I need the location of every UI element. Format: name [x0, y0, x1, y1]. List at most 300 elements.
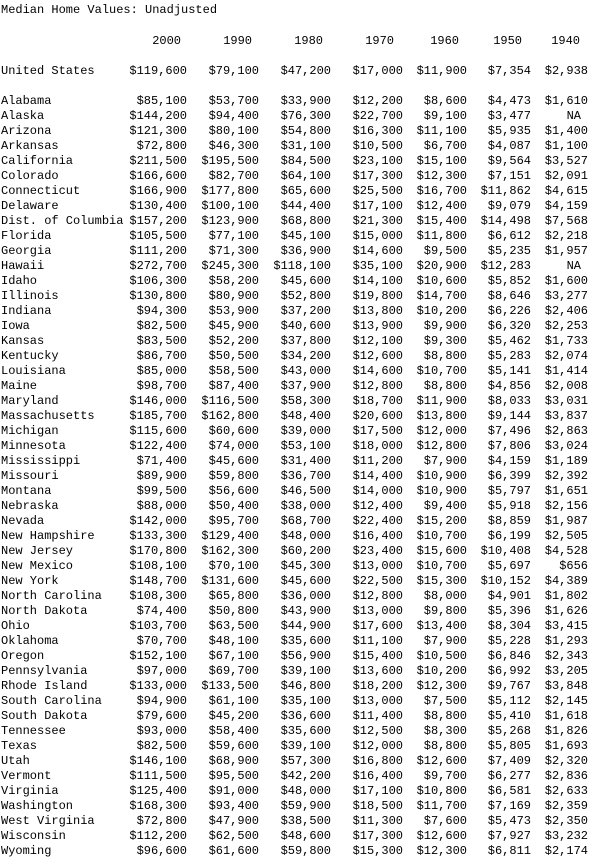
value-cell: $8,033	[487, 394, 531, 408]
table-row	[0, 214, 599, 229]
value-cell: $1,100	[544, 139, 588, 153]
value-cell: $152,100	[129, 649, 187, 663]
value-cell: $48,400	[280, 409, 331, 423]
year-header: 1990	[223, 34, 252, 48]
value-cell: $162,300	[201, 544, 259, 558]
value-cell: $1,293	[544, 634, 588, 648]
value-cell: $7,600	[423, 814, 467, 828]
table-row	[0, 469, 599, 484]
value-cell: $36,600	[280, 709, 331, 723]
value-cell: $11,900	[416, 394, 467, 408]
state-name: Rhode Island	[1, 679, 88, 693]
value-cell: $1,189	[544, 454, 588, 468]
value-cell: $35,600	[280, 634, 331, 648]
value-cell: $83,500	[136, 334, 187, 348]
value-cell: $76,300	[280, 109, 331, 123]
value-cell: $106,300	[129, 274, 187, 288]
value-cell: $13,400	[416, 619, 467, 633]
value-cell: $245,300	[201, 259, 259, 273]
value-cell: $65,800	[208, 589, 259, 603]
value-cell: $94,900	[136, 694, 187, 708]
value-cell: $11,400	[352, 709, 403, 723]
value-cell: $9,300	[423, 334, 467, 348]
value-cell: $60,200	[280, 544, 331, 558]
value-cell: $39,100	[280, 664, 331, 678]
table-row	[0, 379, 599, 394]
value-cell: $12,300	[416, 844, 467, 858]
value-cell: $72,800	[136, 814, 187, 828]
value-cell: $98,700	[136, 379, 187, 393]
value-cell: $82,700	[208, 169, 259, 183]
value-cell: $58,400	[208, 724, 259, 738]
value-cell: $46,800	[280, 679, 331, 693]
value-cell: $131,600	[201, 574, 259, 588]
value-cell: $50,800	[208, 604, 259, 618]
year-header: 2000	[152, 34, 181, 48]
value-cell: $31,100	[280, 139, 331, 153]
value-cell: $65,600	[280, 184, 331, 198]
value-cell: $33,900	[280, 94, 331, 108]
state-name: Oklahoma	[1, 634, 59, 648]
value-cell: $56,900	[280, 649, 331, 663]
year-header: 1980	[294, 34, 323, 48]
value-cell: $7,900	[423, 634, 467, 648]
value-cell: $14,498	[480, 214, 531, 228]
value-cell: $144,200	[129, 109, 187, 123]
value-cell: $4,389	[544, 574, 588, 588]
value-cell: $15,300	[352, 844, 403, 858]
value-cell: $5,935	[487, 124, 531, 138]
value-cell: $7,169	[487, 799, 531, 813]
value-cell: $37,900	[280, 379, 331, 393]
table-row	[0, 694, 599, 709]
value-cell: $4,901	[487, 589, 531, 603]
value-cell: $91,000	[208, 784, 259, 798]
value-cell: $48,100	[208, 634, 259, 648]
value-cell: $15,200	[416, 514, 467, 528]
value-cell: $10,700	[416, 529, 467, 543]
state-name: Wisconsin	[1, 829, 66, 843]
document-title: Median Home Values: Unadjusted	[1, 3, 218, 17]
value-cell: $59,800	[280, 844, 331, 858]
state-name: Pennsylvania	[1, 664, 88, 678]
value-cell: $59,600	[208, 739, 259, 753]
value-cell: $6,581	[487, 784, 531, 798]
table-row	[0, 604, 599, 619]
value-cell: $6,811	[487, 844, 531, 858]
value-cell: $9,900	[423, 319, 467, 333]
table-row	[0, 229, 599, 244]
table-row	[0, 574, 599, 589]
state-name: Tennessee	[1, 724, 66, 738]
value-cell: $185,700	[129, 409, 187, 423]
value-cell: $8,800	[423, 379, 467, 393]
state-name: Nebraska	[1, 499, 59, 513]
value-cell: $77,100	[208, 229, 259, 243]
value-cell: $16,800	[352, 754, 403, 768]
value-cell: $12,000	[352, 739, 403, 753]
value-cell: $11,900	[416, 64, 467, 78]
value-cell: $11,100	[352, 634, 403, 648]
state-name: Nevada	[1, 514, 45, 528]
value-cell: $16,300	[352, 124, 403, 138]
state-name: Arizona	[1, 124, 52, 138]
value-cell: $3,527	[544, 154, 588, 168]
value-cell: $35,100	[352, 259, 403, 273]
value-cell: $11,200	[352, 454, 403, 468]
value-cell: $112,200	[129, 829, 187, 843]
table-row	[0, 784, 599, 799]
value-cell: $1,626	[544, 604, 588, 618]
value-cell: $10,500	[352, 139, 403, 153]
table-row	[0, 484, 599, 499]
value-cell: $18,500	[352, 799, 403, 813]
value-cell: $166,900	[129, 184, 187, 198]
value-cell: $85,100	[136, 94, 187, 108]
value-cell: $97,000	[136, 664, 187, 678]
value-cell: $48,600	[280, 829, 331, 843]
state-name: Montana	[1, 484, 52, 498]
value-cell: $2,145	[544, 694, 588, 708]
state-name: Oregon	[1, 649, 45, 663]
value-cell: $5,283	[487, 349, 531, 363]
value-cell: $14,600	[352, 364, 403, 378]
value-cell: $25,500	[352, 184, 403, 198]
year-header: 1960	[430, 34, 459, 48]
table-row	[0, 664, 599, 679]
state-name: Dist. of Columbia	[1, 214, 124, 228]
value-cell: $13,000	[352, 559, 403, 573]
value-cell: $3,024	[544, 439, 588, 453]
value-cell: $87,400	[208, 379, 259, 393]
table-row	[0, 139, 599, 154]
value-cell: $3,848	[544, 679, 588, 693]
table-row	[0, 619, 599, 634]
table-row	[0, 259, 599, 274]
value-cell: $12,800	[416, 439, 467, 453]
value-cell: $53,100	[280, 439, 331, 453]
value-cell: $111,200	[129, 244, 187, 258]
value-cell: $3,477	[487, 109, 531, 123]
value-cell: $18,200	[352, 679, 403, 693]
value-cell: $42,200	[280, 769, 331, 783]
value-cell: $94,400	[208, 109, 259, 123]
value-cell: $37,200	[280, 304, 331, 318]
value-cell: $1,651	[544, 484, 588, 498]
value-cell: $14,100	[352, 274, 403, 288]
value-cell: $5,852	[487, 274, 531, 288]
value-cell: $125,400	[129, 784, 187, 798]
state-name: New York	[1, 574, 59, 588]
value-cell: $133,500	[201, 679, 259, 693]
state-name: Maine	[1, 379, 38, 393]
value-cell: $44,900	[280, 619, 331, 633]
value-cell: $10,152	[480, 574, 531, 588]
value-cell: $5,235	[487, 244, 531, 258]
state-name: Texas	[1, 739, 38, 753]
value-cell: $11,300	[352, 814, 403, 828]
value-cell: $10,600	[416, 274, 467, 288]
value-cell: $62,500	[208, 829, 259, 843]
value-cell: $12,300	[416, 679, 467, 693]
value-cell: $54,800	[280, 124, 331, 138]
state-name: Connecticut	[1, 184, 81, 198]
table-row	[0, 634, 599, 649]
value-cell: $69,700	[208, 664, 259, 678]
state-name: Louisiana	[1, 364, 66, 378]
value-cell: $95,500	[208, 769, 259, 783]
value-cell: $12,283	[480, 259, 531, 273]
value-cell: $53,900	[208, 304, 259, 318]
value-cell: $15,300	[416, 574, 467, 588]
value-cell: $168,300	[129, 799, 187, 813]
state-name: Missouri	[1, 469, 59, 483]
value-cell: $15,000	[352, 229, 403, 243]
year-header: 1950	[493, 34, 522, 48]
value-cell: $52,200	[208, 334, 259, 348]
value-cell: $2,156	[544, 499, 588, 513]
value-cell: $50,400	[208, 499, 259, 513]
table-row	[0, 829, 599, 844]
value-cell: $12,000	[416, 424, 467, 438]
value-cell: $8,304	[487, 619, 531, 633]
value-cell: $146,100	[129, 754, 187, 768]
value-cell: $5,462	[487, 334, 531, 348]
value-cell: $1,693	[544, 739, 588, 753]
value-cell: $130,800	[129, 289, 187, 303]
value-cell: $5,268	[487, 724, 531, 738]
value-cell: NA	[566, 259, 581, 273]
table-row	[0, 439, 599, 454]
table-row	[0, 109, 599, 124]
value-cell: $272,700	[129, 259, 187, 273]
value-cell: $4,528	[544, 544, 588, 558]
value-cell: $7,354	[487, 64, 531, 78]
value-cell: $59,900	[280, 799, 331, 813]
value-cell: $82,500	[136, 319, 187, 333]
value-cell: $5,410	[487, 709, 531, 723]
value-cell: $5,112	[487, 694, 531, 708]
value-cell: $18,000	[352, 439, 403, 453]
table-row	[0, 184, 599, 199]
value-cell: $36,000	[280, 589, 331, 603]
table-row	[0, 349, 599, 364]
value-cell: $12,500	[352, 724, 403, 738]
value-cell: $4,159	[544, 199, 588, 213]
value-cell: $71,400	[136, 454, 187, 468]
value-cell: $40,600	[280, 319, 331, 333]
value-cell: $8,300	[423, 724, 467, 738]
value-cell: $13,600	[352, 664, 403, 678]
value-cell: $39,000	[280, 424, 331, 438]
value-cell: $9,144	[487, 409, 531, 423]
value-cell: $38,000	[280, 499, 331, 513]
table-row	[0, 739, 599, 754]
state-name: New Hampshire	[1, 529, 95, 543]
value-cell: $1,802	[544, 589, 588, 603]
table-row	[0, 769, 599, 784]
value-cell: $9,767	[487, 679, 531, 693]
table-row	[0, 364, 599, 379]
value-cell: $48,000	[280, 529, 331, 543]
value-cell: $7,500	[423, 694, 467, 708]
value-cell: $8,859	[487, 514, 531, 528]
value-cell: $50,500	[208, 349, 259, 363]
value-cell: $2,359	[544, 799, 588, 813]
value-cell: $3,031	[544, 394, 588, 408]
table-row	[0, 454, 599, 469]
value-cell: $68,800	[280, 214, 331, 228]
value-cell: $56,600	[208, 484, 259, 498]
value-cell: $58,500	[208, 364, 259, 378]
value-cell: $39,100	[280, 739, 331, 753]
value-cell: $10,900	[416, 484, 467, 498]
table-row	[0, 649, 599, 664]
value-cell: $5,797	[487, 484, 531, 498]
value-cell: $9,079	[487, 199, 531, 213]
value-cell: $46,300	[208, 139, 259, 153]
value-cell: $4,856	[487, 379, 531, 393]
value-cell: $13,000	[352, 604, 403, 618]
state-name: South Dakota	[1, 709, 88, 723]
value-cell: $116,500	[201, 394, 259, 408]
value-cell: $71,300	[208, 244, 259, 258]
value-cell: $142,000	[129, 514, 187, 528]
value-cell: $96,600	[136, 844, 187, 858]
value-cell: $9,500	[423, 244, 467, 258]
state-name: Arkansas	[1, 139, 59, 153]
value-cell: $17,000	[352, 64, 403, 78]
value-cell: $12,200	[352, 94, 403, 108]
value-cell: $162,800	[201, 409, 259, 423]
value-cell: $14,600	[352, 244, 403, 258]
value-cell: $22,400	[352, 514, 403, 528]
value-cell: $115,600	[129, 424, 187, 438]
value-cell: $47,200	[280, 64, 331, 78]
value-cell: $12,400	[416, 199, 467, 213]
table-row	[0, 724, 599, 739]
value-cell: $4,615	[544, 184, 588, 198]
value-cell: $82,500	[136, 739, 187, 753]
table-row	[0, 754, 599, 769]
table-row	[0, 154, 599, 169]
value-cell: $43,900	[280, 604, 331, 618]
value-cell: $5,473	[487, 814, 531, 828]
value-cell: $45,300	[280, 559, 331, 573]
table-row	[0, 559, 599, 574]
value-cell: $35,100	[280, 694, 331, 708]
state-name: Massachusetts	[1, 409, 95, 423]
value-cell: $14,000	[352, 484, 403, 498]
value-cell: $6,992	[487, 664, 531, 678]
value-cell: $17,300	[352, 829, 403, 843]
value-cell: $13,800	[352, 304, 403, 318]
state-name: Idaho	[1, 274, 38, 288]
state-name: Indiana	[1, 304, 52, 318]
state-name: Utah	[1, 754, 30, 768]
table-row	[0, 289, 599, 304]
state-name: North Carolina	[1, 589, 102, 603]
value-cell: $103,700	[129, 619, 187, 633]
value-cell: $70,700	[136, 634, 187, 648]
value-cell: $45,200	[208, 709, 259, 723]
value-cell: $6,226	[487, 304, 531, 318]
value-cell: $6,700	[423, 139, 467, 153]
value-cell: $9,700	[423, 769, 467, 783]
state-name: Illinois	[1, 289, 59, 303]
value-cell: $21,300	[352, 214, 403, 228]
value-cell: $4,473	[487, 94, 531, 108]
value-cell: $2,392	[544, 469, 588, 483]
value-cell: $2,863	[544, 424, 588, 438]
table-row	[0, 844, 599, 859]
value-cell: $8,600	[423, 94, 467, 108]
table-row	[0, 679, 599, 694]
value-cell: $7,151	[487, 169, 531, 183]
value-cell: $1,733	[544, 334, 588, 348]
table-row	[0, 124, 599, 139]
value-cell: $7,927	[487, 829, 531, 843]
value-cell: $63,500	[208, 619, 259, 633]
state-name: New Jersey	[1, 544, 74, 558]
value-cell: $119,600	[129, 64, 187, 78]
value-cell: $12,600	[416, 754, 467, 768]
value-cell: $2,406	[544, 304, 588, 318]
value-cell: $95,700	[208, 514, 259, 528]
value-cell: $64,100	[280, 169, 331, 183]
table-row	[0, 544, 599, 559]
value-cell: $80,100	[208, 124, 259, 138]
value-cell: $5,805	[487, 739, 531, 753]
value-cell: $88,000	[136, 499, 187, 513]
table-row	[0, 589, 599, 604]
value-cell: $8,646	[487, 289, 531, 303]
value-cell: $6,399	[487, 469, 531, 483]
value-cell: $59,800	[208, 469, 259, 483]
state-name: Washington	[1, 799, 74, 813]
value-cell: $93,400	[208, 799, 259, 813]
value-cell: $72,800	[136, 139, 187, 153]
value-cell: $80,900	[208, 289, 259, 303]
value-cell: $2,633	[544, 784, 588, 798]
value-cell: $4,087	[487, 139, 531, 153]
value-cell: $1,610	[544, 94, 588, 108]
value-cell: $3,837	[544, 409, 588, 423]
value-cell: $2,836	[544, 769, 588, 783]
table-row	[0, 409, 599, 424]
value-cell: $3,232	[544, 829, 588, 843]
value-cell: $6,277	[487, 769, 531, 783]
table-row	[0, 514, 599, 529]
table-row	[0, 814, 599, 829]
state-name: Kentucky	[1, 349, 59, 363]
value-cell: $9,100	[423, 109, 467, 123]
value-cell: $7,806	[487, 439, 531, 453]
value-cell: $12,800	[352, 379, 403, 393]
value-cell: $36,700	[280, 469, 331, 483]
value-cell: $6,199	[487, 529, 531, 543]
value-cell: $5,918	[487, 499, 531, 513]
value-cell: $61,600	[208, 844, 259, 858]
value-cell: $10,200	[416, 664, 467, 678]
table-row	[0, 529, 599, 544]
value-cell: $34,200	[280, 349, 331, 363]
value-cell: $12,800	[352, 589, 403, 603]
value-cell: $105,500	[129, 229, 187, 243]
value-cell: $17,100	[352, 784, 403, 798]
value-cell: $14,700	[416, 289, 467, 303]
value-cell: $45,100	[280, 229, 331, 243]
